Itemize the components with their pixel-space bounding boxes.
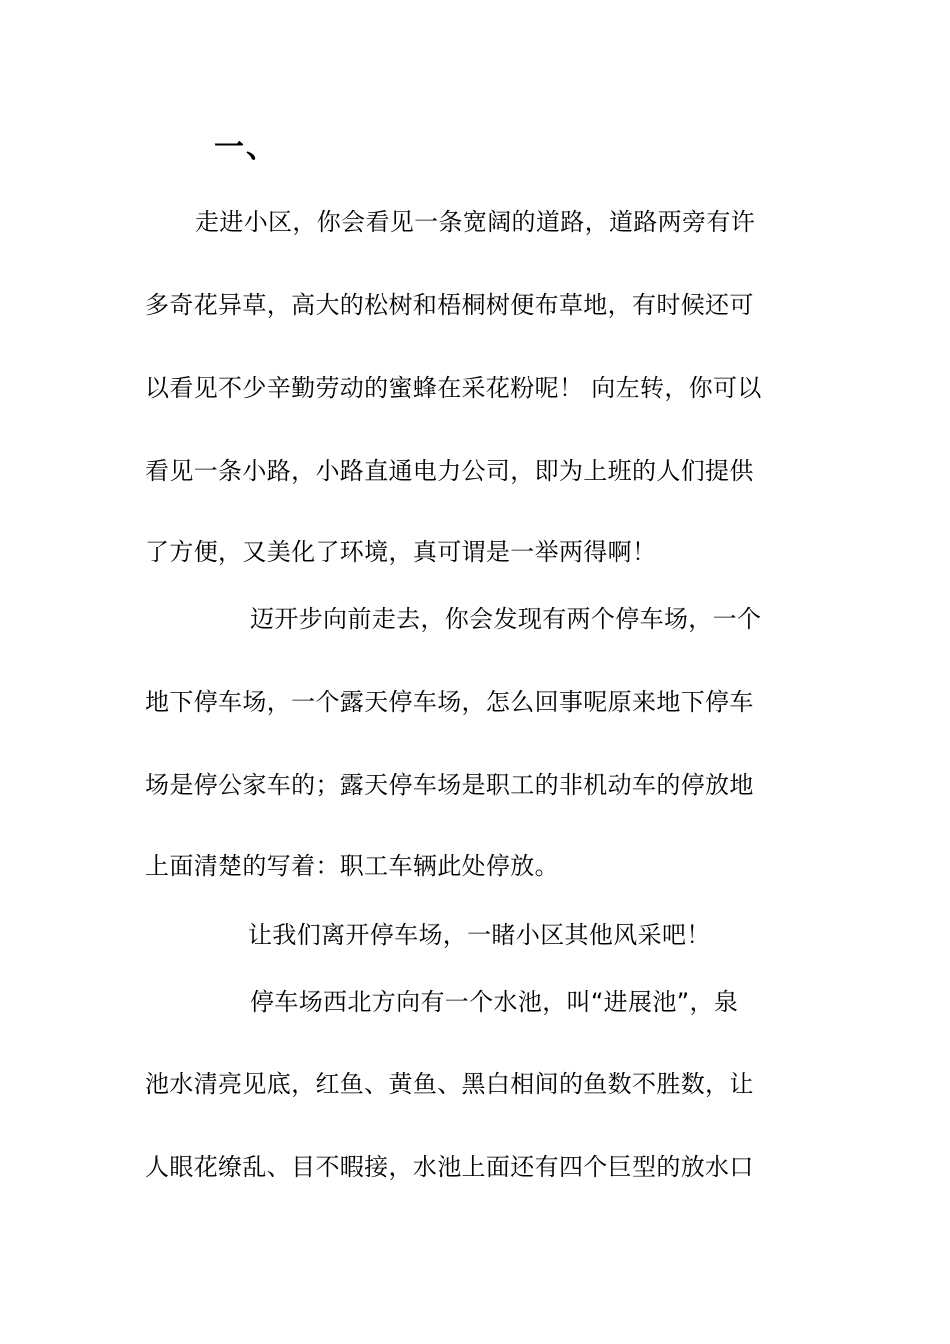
paragraph-1-line-1: 走进小区，你会看见一条宽阔的道路，道路两旁有许 xyxy=(195,208,756,236)
paragraph-4-line-3: 人眼花缭乱、目不暇接，水池上面还有四个巨型的放水口 xyxy=(145,1153,754,1181)
paragraph-2-line-1: 迈开步向前走去，你会发现有两个停车场，一个 xyxy=(250,605,762,633)
paragraph-2-line-2: 地下停车场，一个露天停车场，怎么回事呢原来地下停车 xyxy=(145,688,754,716)
paragraph-1-line-5: 了方便，又美化了环境，真可谓是一举两得啊！ xyxy=(145,538,657,566)
paragraph-3-line-1: 让我们离开停车场，一睹小区其他风采吧！ xyxy=(248,921,711,949)
paragraph-4-line-2: 池水清亮见底，红鱼、黄鱼、黑白相间的鱼数不胜数，让 xyxy=(145,1070,754,1098)
paragraph-2-line-4: 上面清楚的写着：职工车辆此处停放。 xyxy=(145,852,559,880)
paragraph-1-line-2: 多奇花异草，高大的松树和梧桐树便布草地，有时候还可 xyxy=(145,291,754,319)
paragraph-1-line-4: 看见一条小路，小路直通电力公司，即为上班的人们提供 xyxy=(145,457,754,485)
paragraph-2-line-3: 场是停公家车的；露天停车场是职工的非机动车的停放地 xyxy=(145,771,754,799)
paragraph-4-line-1: 停车场西北方向有一个水池，叫“进展池”，泉 xyxy=(250,988,739,1016)
paragraph-1-line-3: 以看见不少辛勤劳动的蜜蜂在采花粉呢！ 向左转，你可以 xyxy=(145,374,762,402)
section-heading: 一、 xyxy=(214,130,278,165)
